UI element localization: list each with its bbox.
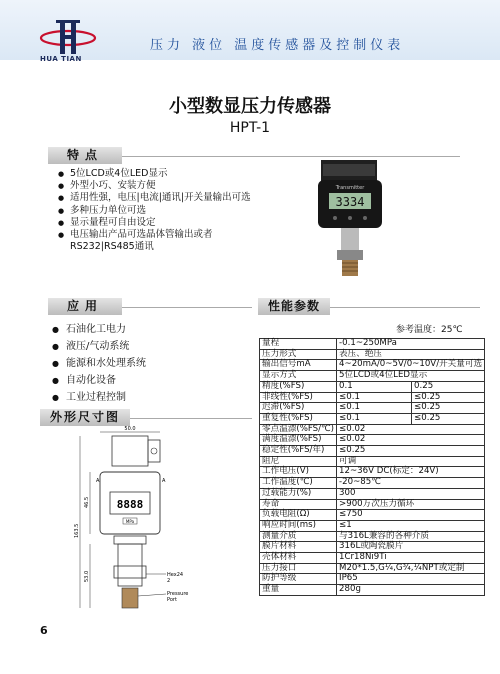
feature-item: ● 适用性强，电压|电流|通讯|开关量输出可选: [58, 192, 298, 204]
spec-param-name: 输出信号mA: [260, 360, 337, 371]
spec-value: 280g: [337, 585, 485, 596]
page-header: [0, 0, 500, 63]
spec-row: [260, 371, 485, 382]
spec-row: [260, 446, 485, 457]
application-item: ● 石油化工电力: [52, 321, 146, 338]
feature-item: ● 5位LCD或4位LED显示: [58, 168, 298, 180]
spec-value: -20~85℃: [337, 478, 485, 489]
huatian-logo-icon: [38, 16, 98, 60]
features-divider: [122, 156, 460, 157]
header-tagline: 压力 液位 温度传感器及控制仪表: [150, 38, 405, 53]
spec-param-name: 压力形式: [260, 349, 337, 360]
spec-value: ≤0.25: [337, 446, 485, 457]
application-item: ● 自动化设备: [52, 372, 146, 389]
spec-param-name: 工作温度(℃): [260, 478, 337, 489]
spec-value: 300: [337, 488, 485, 499]
spec-value-grade-b: 0.25: [412, 381, 485, 392]
lcd-unit: MPa: [125, 519, 135, 524]
spec-row: [260, 478, 485, 489]
spec-value: 与316L兼容的各种介质: [337, 531, 485, 542]
spec-value-grade-b: ≤0.25: [412, 392, 485, 403]
spec-param-name: 零点温漂(%FS/℃): [260, 424, 337, 435]
spec-row: [260, 381, 485, 392]
spec-param-name: 过载能力(%): [260, 488, 337, 499]
performance-heading: 性能参数: [258, 298, 330, 315]
port-label-2: Port: [167, 597, 177, 603]
spec-param-name: 寿命: [260, 499, 337, 510]
application-item: ● 工业过程控制: [52, 389, 146, 406]
photo-brand-label: Transmitter: [335, 185, 365, 191]
spec-value: 316L或陶瓷膜片: [337, 542, 485, 553]
port-label: Pressure: [167, 591, 189, 597]
feature-item: ● 电压输出产品可选晶体管输出或者: [58, 229, 298, 241]
feature-item-continuation: RS232|RS485通讯: [70, 241, 154, 253]
spec-param-name: 壳体材料: [260, 553, 337, 564]
spec-row: [260, 520, 485, 531]
spec-value-grade-a: ≤0.1: [337, 413, 412, 424]
spec-param-name: 精度(%FS): [260, 381, 337, 392]
spec-row: [260, 403, 485, 414]
spec-value: 4~20mA/0~5V/0~10V/开关量可选: [337, 360, 485, 371]
dimensions-divider: [130, 418, 252, 419]
spec-param-name: 稳定性(%FS/年): [260, 446, 337, 457]
brand-name: HUA TIAN: [40, 55, 82, 63]
spec-value-grade-a: 0.1: [337, 381, 412, 392]
spec-value: IP65: [337, 574, 485, 585]
spec-value: M20*1.5,G¼,G¾,¼NPT或定制: [337, 563, 485, 574]
spec-param-name: 负载电阻(Ω): [260, 510, 337, 521]
page-number: 6: [40, 624, 48, 637]
spec-value: 5位LCD或4位LED显示: [337, 371, 485, 382]
spec-param-name: 测量介质: [260, 531, 337, 542]
spec-row: [260, 413, 485, 424]
performance-divider: [330, 307, 480, 308]
spec-row: [260, 360, 485, 371]
spec-row: [260, 553, 485, 564]
applications-divider: [122, 307, 252, 308]
spec-value: 12~36V DC(标定：24V): [337, 467, 485, 478]
spec-row: [260, 435, 485, 446]
spec-value: 可调: [337, 456, 485, 467]
spec-value-grade-b: ≤0.25: [412, 403, 485, 414]
spec-param-name: 阻尼: [260, 456, 337, 467]
features-heading: 特点: [48, 147, 122, 164]
spec-value: ≤1: [337, 520, 485, 531]
feature-item: ● 多种压力单位可选: [58, 205, 298, 217]
spec-row: [260, 542, 485, 553]
section-a-right: A: [162, 478, 166, 484]
photo-display-reading: 3334: [335, 195, 365, 209]
spec-param-name: 重量: [260, 585, 337, 596]
spec-param-name: 非线性(%FS): [260, 392, 337, 403]
product-photo: [315, 158, 387, 283]
performance-table: [259, 338, 485, 596]
spec-row: [260, 574, 485, 585]
spec-value: -0.1~250MPa: [337, 339, 485, 350]
spec-param-name: 量程: [260, 339, 337, 350]
product-title: 小型数显压力传感器: [169, 96, 331, 117]
product-model: HPT-1: [229, 120, 271, 136]
applications-list: [52, 321, 146, 406]
spec-param-name: 压力接口: [260, 563, 337, 574]
dimension-drawing: [70, 426, 245, 618]
spec-value: >900万次压力循环: [337, 499, 485, 510]
spec-param-name: 膜片材料: [260, 542, 337, 553]
spec-row: [260, 585, 485, 596]
applications-heading: 应用: [48, 298, 122, 315]
spec-row: [260, 339, 485, 350]
lcd-digits: 8888: [116, 498, 144, 511]
width-dimension-label: 50.0: [124, 426, 136, 432]
spec-value: ≤0.02: [337, 424, 485, 435]
spec-value-grade-a: ≤0.1: [337, 403, 412, 414]
feature-item: ● 显示量程可自由设定: [58, 217, 298, 229]
spec-param-name: 重复性(%FS): [260, 413, 337, 424]
spec-value: 1Cr18Ni9Ti: [337, 553, 485, 564]
feature-item: ● 外型小巧、安装方便: [58, 180, 298, 192]
features-list: [58, 168, 298, 253]
spec-param-name: 工作电压(V): [260, 467, 337, 478]
section-a-left: A: [96, 478, 100, 484]
reference-temperature: 参考温度：25℃: [396, 325, 463, 335]
spec-value: ≤750: [337, 510, 485, 521]
spec-value: 表压、绝压: [337, 349, 485, 360]
spec-row: [260, 510, 485, 521]
height-dimension-label: 163.5: [74, 523, 80, 538]
spec-param-name: 防护等级: [260, 574, 337, 585]
hex-label: Hex24: [167, 572, 184, 578]
lower-dimension-label: 53.0: [84, 570, 90, 582]
spec-value-grade-b: ≤0.25: [412, 413, 485, 424]
spec-value: ≤0.02: [337, 435, 485, 446]
spec-row: [260, 488, 485, 499]
upper-dimension-label: 46.5: [84, 496, 90, 508]
application-item: ● 能源和水处理系统: [52, 355, 146, 372]
spec-param-name: 响应时间(ms): [260, 520, 337, 531]
hex-label-2: 2: [167, 578, 171, 584]
spec-param-name: 迟滞(%FS): [260, 403, 337, 414]
spec-value-grade-a: ≤0.1: [337, 392, 412, 403]
spec-param-name: 显示方式: [260, 371, 337, 382]
spec-param-name: 满度温漂(%FS): [260, 435, 337, 446]
application-item: ● 液压/气动系统: [52, 338, 146, 355]
dimensions-heading: 外形尺寸图: [40, 409, 130, 426]
